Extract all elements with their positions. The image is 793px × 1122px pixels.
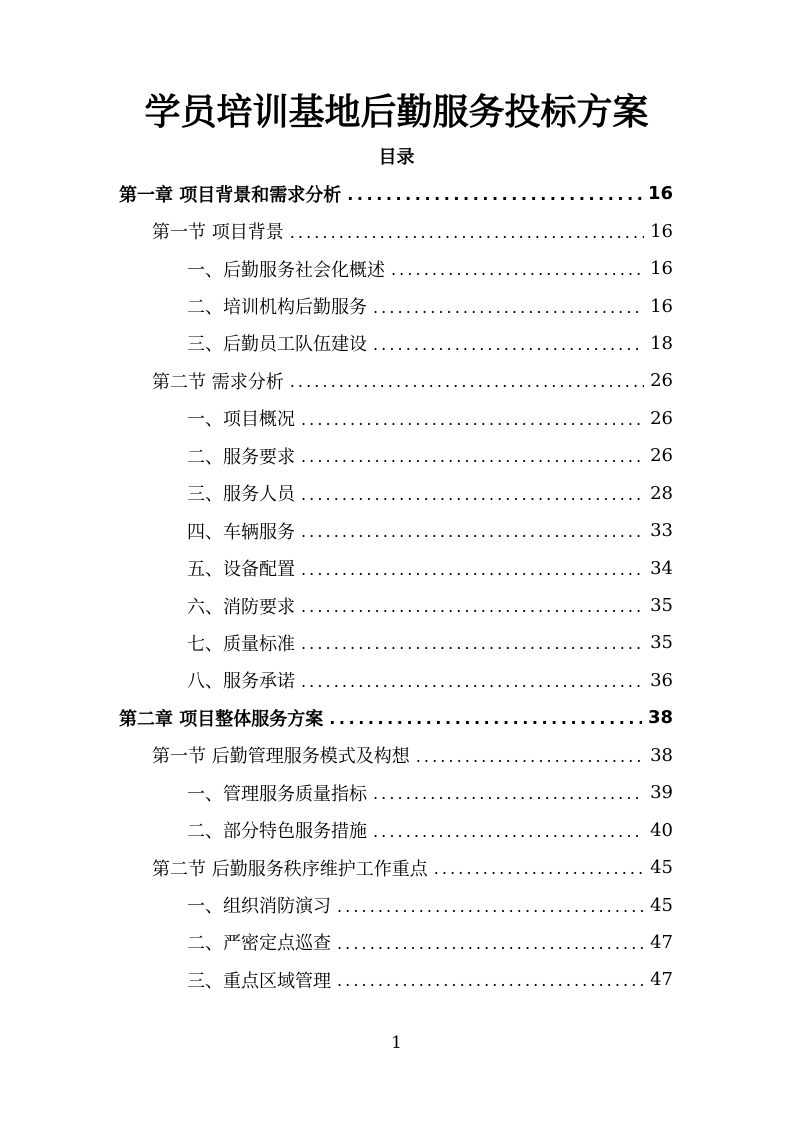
page-number: 1 xyxy=(391,1033,402,1053)
toc-entry-page: 16 xyxy=(650,258,673,280)
toc-entry-title: 六、消防要求 xyxy=(187,596,295,618)
toc-entry[interactable] xyxy=(0,362,793,399)
toc-entry[interactable] xyxy=(0,961,793,998)
toc-entry-page: 26 xyxy=(650,445,673,467)
toc-dot-leader xyxy=(290,372,644,391)
toc-entry[interactable] xyxy=(0,549,793,586)
toc-dot-leader xyxy=(373,784,644,803)
toc-entry-page: 47 xyxy=(650,969,673,991)
toc-entry-title: 一、组织消防演习 xyxy=(187,896,331,918)
toc-entry-page: 45 xyxy=(650,894,673,916)
toc-entry-title: 三、服务人员 xyxy=(187,484,295,506)
toc-dot-leader xyxy=(416,747,644,766)
toc-entry-title: 第二节 后勤服务秩序维护工作重点 xyxy=(152,858,428,880)
document-title: 学员培训基地后勤服务投标方案 xyxy=(144,92,649,133)
toc-entry-title: 三、重点区域管理 xyxy=(187,970,331,992)
toc-entry[interactable] xyxy=(0,437,793,474)
toc-heading: 目录 xyxy=(378,147,415,168)
toc-dot-leader xyxy=(391,260,644,279)
toc-dot-leader xyxy=(301,522,644,541)
toc-entry-page: 36 xyxy=(650,669,673,691)
toc-entry-page: 34 xyxy=(650,557,673,579)
toc-entry[interactable] xyxy=(0,737,793,774)
toc-entry[interactable] xyxy=(0,624,793,661)
toc-entry[interactable] xyxy=(0,325,793,362)
toc-entry-title: 八、服务承诺 xyxy=(187,671,295,693)
toc-entry-page: 33 xyxy=(650,520,673,542)
toc-entry-title: 第一节 后勤管理服务模式及构想 xyxy=(152,746,410,768)
toc-entry-title: 一、管理服务质量指标 xyxy=(187,783,367,805)
toc-dot-leader xyxy=(337,934,644,953)
toc-entry[interactable] xyxy=(0,699,793,736)
toc-entry[interactable] xyxy=(0,849,793,886)
toc-entry-title: 第二节 需求分析 xyxy=(152,371,284,393)
toc-dot-leader xyxy=(337,971,644,990)
toc-dot-leader xyxy=(301,410,644,429)
toc-entry[interactable] xyxy=(0,811,793,848)
toc-dot-leader xyxy=(373,822,644,841)
toc-entry-page: 18 xyxy=(650,332,673,354)
toc-entry[interactable] xyxy=(0,924,793,961)
toc-dot-leader xyxy=(301,672,644,691)
toc-dot-leader xyxy=(329,709,642,728)
toc-dot-leader xyxy=(434,859,644,878)
toc-entry[interactable] xyxy=(0,774,793,811)
toc-entry[interactable] xyxy=(0,400,793,437)
table-of-contents xyxy=(0,175,793,999)
toc-dot-leader xyxy=(301,634,644,653)
toc-dot-leader xyxy=(301,597,644,616)
toc-entry-title: 七、质量标准 xyxy=(187,633,295,655)
toc-entry-page: 16 xyxy=(650,295,673,317)
toc-entry[interactable] xyxy=(0,886,793,923)
toc-dot-leader xyxy=(301,447,644,466)
toc-dot-leader xyxy=(373,298,644,317)
toc-entry-title: 二、部分特色服务措施 xyxy=(187,821,367,843)
toc-entry-page: 35 xyxy=(650,595,673,617)
toc-dot-leader xyxy=(290,223,644,242)
toc-entry[interactable] xyxy=(0,475,793,512)
toc-entry-page: 38 xyxy=(650,744,673,766)
toc-entry[interactable] xyxy=(0,212,793,249)
toc-entry-page: 47 xyxy=(650,931,673,953)
toc-entry-title: 二、培训机构后勤服务 xyxy=(187,297,367,319)
toc-entry-title: 第一节 项目背景 xyxy=(152,222,284,244)
toc-entry-title: 二、严密定点巡查 xyxy=(187,933,331,955)
toc-entry[interactable] xyxy=(0,287,793,324)
toc-entry-page: 26 xyxy=(650,407,673,429)
toc-entry-page: 16 xyxy=(647,183,673,205)
toc-entry-page: 38 xyxy=(647,707,673,729)
toc-entry-page: 39 xyxy=(650,782,673,804)
toc-entry-page: 28 xyxy=(650,482,673,504)
toc-entry-page: 26 xyxy=(650,370,673,392)
toc-entry-page: 40 xyxy=(650,819,673,841)
toc-entry-title: 二、服务要求 xyxy=(187,446,295,468)
toc-entry-title: 三、后勤员工队伍建设 xyxy=(187,334,367,356)
toc-entry-title: 一、项目概况 xyxy=(187,409,295,431)
toc-dot-leader xyxy=(347,185,642,204)
toc-entry-page: 16 xyxy=(650,220,673,242)
toc-dot-leader xyxy=(337,897,644,916)
toc-entry-title: 第二章 项目整体服务方案 xyxy=(119,708,324,730)
toc-dot-leader xyxy=(301,485,644,504)
toc-entry-title: 第一章 项目背景和需求分析 xyxy=(119,184,342,206)
toc-entry[interactable] xyxy=(0,175,793,212)
toc-entry[interactable] xyxy=(0,662,793,699)
toc-entry-title: 四、车辆服务 xyxy=(187,521,295,543)
toc-entry[interactable] xyxy=(0,587,793,624)
toc-entry-title: 五、设备配置 xyxy=(187,559,295,581)
toc-dot-leader xyxy=(301,560,644,579)
toc-entry-page: 35 xyxy=(650,632,673,654)
toc-entry[interactable] xyxy=(0,250,793,287)
toc-entry-page: 45 xyxy=(650,857,673,879)
toc-entry-title: 一、后勤服务社会化概述 xyxy=(187,259,385,281)
toc-dot-leader xyxy=(373,335,644,354)
toc-entry[interactable] xyxy=(0,512,793,549)
